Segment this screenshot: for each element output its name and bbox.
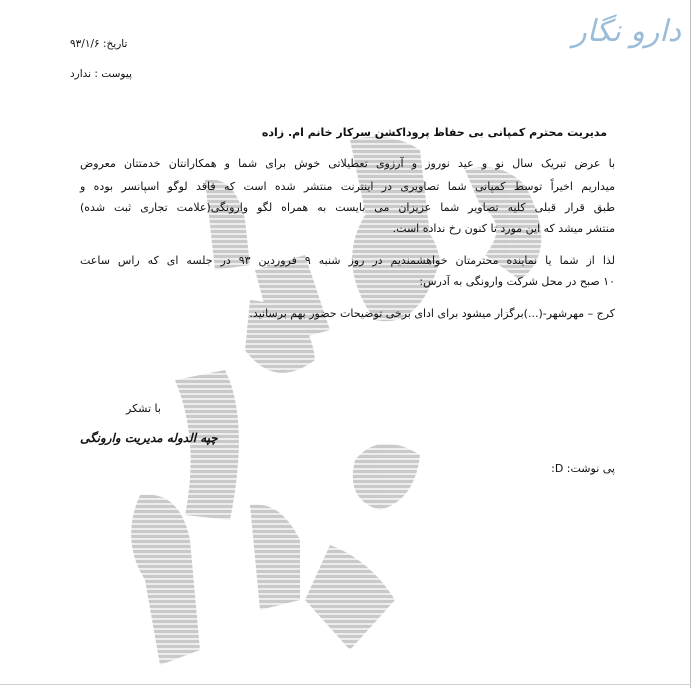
page-edge <box>690 0 691 688</box>
paragraph-line: با عرض تبریک سال نو و عید نوروز و آرزوی تعطیلاتی خوش برای شما و همکارانتان خدمتتان معروض <box>80 157 615 170</box>
postscript: پی نوشت: D: <box>551 462 615 475</box>
page-edge <box>0 684 691 685</box>
salutation: مدیریت محترم کمپانی بی حفاظ پروداکشن سرکار خانم ام. زاده <box>261 126 607 139</box>
paragraph-line: طبق قرار قبلی کلیه تصاویر شما عزیزان می بایست به همراه لگو وارونگی(علامت تجاری ثبت شده) <box>80 201 615 214</box>
brand-logo: دارو نگار <box>572 14 681 49</box>
signature: چپه الدوله مدیریت وارونگی <box>80 431 218 445</box>
watermark-shape <box>353 444 420 510</box>
paragraph-line: لذا از شما یا نماینده محترمتان خواهشمندیم در روز شنبه ۹ فروردین ۹۳ در جلسه ای که راس ساعت <box>80 254 615 267</box>
attachment-line: پیوست : ندارد <box>70 68 132 80</box>
paragraph-line: ۱۰ صبح در محل شرکت وارونگی به آدرس: <box>419 275 615 288</box>
paragraph-line: میداریم اخیراً توسط کمپانی شما تصاویری در اینترنت منتشر شده است که فاقد لوگو اسپانسر بوده و <box>80 180 615 193</box>
address-line: کرج – مهرشهر-(...)برگزار میشود برای ادای برخی توضیحات حضور بهم برسانید. <box>249 307 615 320</box>
paragraph-line: منتشر میشد که این مورد تا کنون رخ نداده است. <box>392 222 615 235</box>
watermark-shape <box>250 504 300 610</box>
watermark-shape <box>305 545 395 650</box>
closing-text: با تشکر <box>126 402 161 415</box>
watermark-shape <box>175 370 239 520</box>
date-line: تاریخ: ۹۳/۱/۶ <box>70 38 128 50</box>
watermark-shape <box>131 495 200 665</box>
